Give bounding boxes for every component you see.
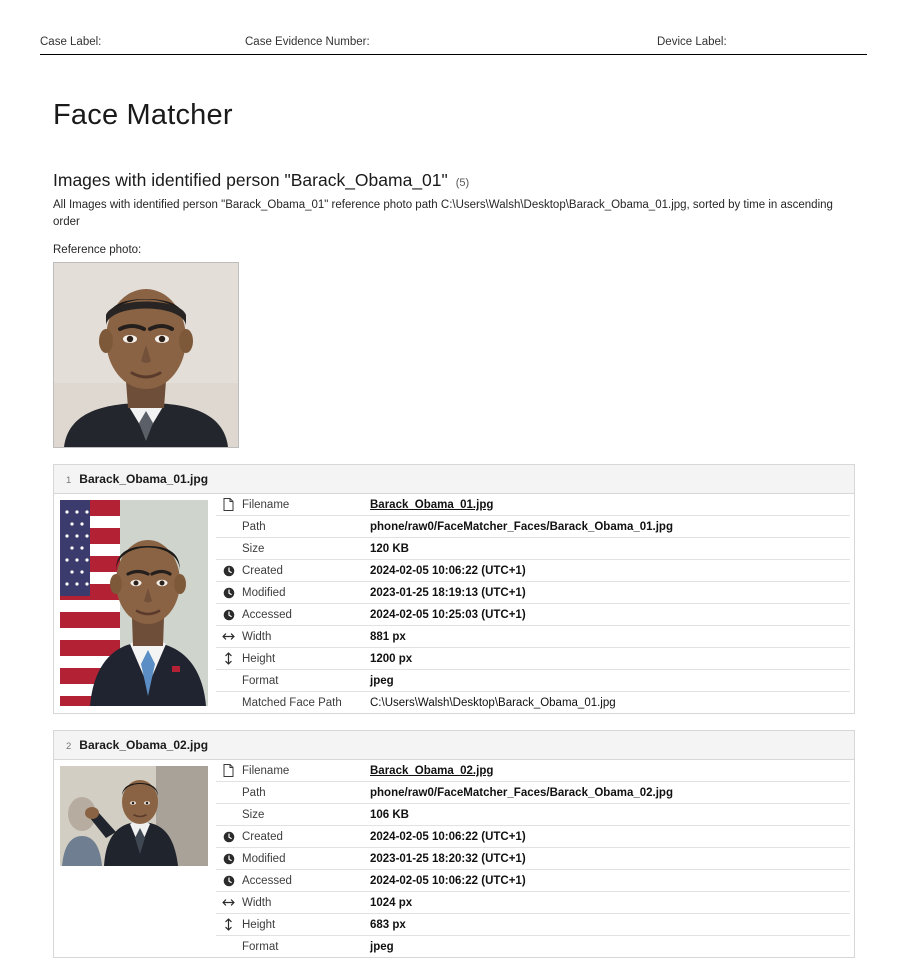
metadata-value xyxy=(364,494,850,516)
metadata-key xyxy=(216,914,364,936)
metadata-key xyxy=(216,648,364,670)
table-row xyxy=(216,760,850,782)
reference-photo xyxy=(53,262,239,448)
table-row xyxy=(216,582,850,604)
metadata-key xyxy=(216,826,364,848)
metadata-value: 120 KB xyxy=(370,542,409,555)
clock-icon xyxy=(222,586,235,599)
metadata-key xyxy=(216,692,364,714)
table-row xyxy=(216,604,850,626)
table-row xyxy=(216,936,850,958)
file-icon xyxy=(222,498,235,511)
metadata-label: Created xyxy=(242,830,283,843)
metadata-value: 2024-02-05 10:25:03 (UTC+1) xyxy=(370,608,526,621)
metadata-value: phone/raw0/FaceMatcher_Faces/Barack_Obama_02.jpg xyxy=(370,786,673,799)
metadata-key xyxy=(216,670,364,692)
metadata-value: C:\Users\Walsh\Desktop\Barack_Obama_01.jpg xyxy=(370,696,616,709)
blank-icon xyxy=(222,542,235,555)
table-row xyxy=(216,626,850,648)
blank-icon xyxy=(222,940,235,953)
metadata-label: Width xyxy=(242,896,272,909)
metadata-key xyxy=(216,936,364,958)
table-row xyxy=(216,560,850,582)
result-metadata-table xyxy=(216,494,850,713)
metadata-label: Width xyxy=(242,630,272,643)
reference-photo-label: Reference photo: xyxy=(53,244,142,257)
clock-icon xyxy=(222,608,235,621)
result-title: Barack_Obama_02.jpg xyxy=(79,738,209,753)
filename-link[interactable]: Barack_Obama_01.jpg xyxy=(370,498,494,511)
metadata-value: 1024 px xyxy=(370,896,413,909)
case-header xyxy=(40,0,867,55)
metadata-label: Height xyxy=(242,918,276,931)
table-row xyxy=(216,914,850,936)
section-result-count: (5) xyxy=(455,177,470,189)
table-row xyxy=(216,670,850,692)
section-heading-text: Images with identified person "Barack_Obama_01" xyxy=(53,170,448,190)
metadata-label: Format xyxy=(242,674,279,687)
reference-photo-image xyxy=(54,263,238,447)
clock-icon xyxy=(222,852,235,865)
metadata-label: Filename xyxy=(242,764,290,777)
table-row xyxy=(216,692,850,714)
metadata-key xyxy=(216,804,364,826)
metadata-label: Modified xyxy=(242,586,286,599)
result-card[interactable] xyxy=(53,730,855,958)
metadata-label: Path xyxy=(242,786,266,799)
metadata-key xyxy=(216,582,364,604)
case-evidence-number-label: Case Evidence Number: xyxy=(245,36,370,48)
metadata-key xyxy=(216,560,364,582)
metadata-key xyxy=(216,760,364,782)
metadata-label: Filename xyxy=(242,498,290,511)
metadata-value: 106 KB xyxy=(370,808,409,821)
result-thumbnail[interactable] xyxy=(60,500,208,706)
metadata-key xyxy=(216,892,364,914)
metadata-key xyxy=(216,538,364,560)
table-row xyxy=(216,892,850,914)
height-arrow-icon xyxy=(222,918,235,931)
metadata-value: 683 px xyxy=(370,918,406,931)
section-heading xyxy=(53,170,855,191)
result-index: 2 xyxy=(66,741,72,753)
result-title: Barack_Obama_01.jpg xyxy=(79,472,209,487)
section-description: All Images with identified person "Barack_Obama_01" reference photo path C:\Users\Walsh\Desktop\Barack_Obama_01.jpg, sorted by time in ascending order xyxy=(53,199,833,228)
metadata-value: 2023-01-25 18:20:32 (UTC+1) xyxy=(370,852,526,865)
metadata-key xyxy=(216,782,364,804)
metadata-value: 2023-01-25 18:19:13 (UTC+1) xyxy=(370,586,526,599)
result-card-header xyxy=(54,465,854,494)
clock-icon xyxy=(222,874,235,887)
result-metadata-table xyxy=(216,760,850,957)
metadata-label: Format xyxy=(242,940,279,953)
metadata-value: phone/raw0/FaceMatcher_Faces/Barack_Obama_01.jpg xyxy=(370,520,673,533)
metadata-value: jpeg xyxy=(370,674,394,687)
result-card[interactable] xyxy=(53,464,855,714)
blank-icon xyxy=(222,808,235,821)
blank-icon xyxy=(222,674,235,687)
metadata-key xyxy=(216,604,364,626)
metadata-label: Modified xyxy=(242,852,286,865)
result-card-header xyxy=(54,731,854,760)
metadata-key xyxy=(216,848,364,870)
table-row xyxy=(216,848,850,870)
metadata-value: 2024-02-05 10:06:22 (UTC+1) xyxy=(370,830,526,843)
device-label: Device Label: xyxy=(657,36,727,48)
metadata-key xyxy=(216,516,364,538)
file-icon xyxy=(222,764,235,777)
metadata-value: 1200 px xyxy=(370,652,413,665)
blank-icon xyxy=(222,786,235,799)
result-card-body xyxy=(54,494,854,713)
metadata-value xyxy=(364,760,850,782)
table-row xyxy=(216,516,850,538)
clock-icon xyxy=(222,830,235,843)
case-label: Case Label: xyxy=(40,36,102,48)
metadata-key xyxy=(216,626,364,648)
metadata-label: Created xyxy=(242,564,283,577)
results-section xyxy=(53,170,855,958)
clock-icon xyxy=(222,564,235,577)
table-row xyxy=(216,870,850,892)
table-row xyxy=(216,804,850,826)
metadata-label: Height xyxy=(242,652,276,665)
result-card-body xyxy=(54,760,854,957)
metadata-label: Accessed xyxy=(242,608,292,621)
metadata-label: Accessed xyxy=(242,874,292,887)
table-row xyxy=(216,782,850,804)
table-row xyxy=(216,494,850,516)
metadata-label: Size xyxy=(242,808,265,821)
filename-link[interactable]: Barack_Obama_02.jpg xyxy=(370,764,494,777)
table-row xyxy=(216,826,850,848)
width-arrow-icon xyxy=(222,630,235,643)
metadata-value: 881 px xyxy=(370,630,406,643)
metadata-label: Size xyxy=(242,542,265,555)
blank-icon xyxy=(222,696,235,709)
blank-icon xyxy=(222,520,235,533)
result-thumbnail[interactable] xyxy=(60,766,208,866)
result-thumbnail-image xyxy=(60,500,208,706)
result-thumbnail-image xyxy=(60,766,208,866)
page-title: Face Matcher xyxy=(53,99,233,131)
metadata-value: 2024-02-05 10:06:22 (UTC+1) xyxy=(370,564,526,577)
metadata-key xyxy=(216,494,364,516)
metadata-label: Matched Face Path xyxy=(242,696,342,709)
result-index: 1 xyxy=(66,475,72,487)
table-row xyxy=(216,538,850,560)
metadata-label: Path xyxy=(242,520,266,533)
width-arrow-icon xyxy=(222,896,235,909)
metadata-value: jpeg xyxy=(370,940,394,953)
height-arrow-icon xyxy=(222,652,235,665)
table-row xyxy=(216,648,850,670)
metadata-key xyxy=(216,870,364,892)
metadata-value: 2024-02-05 10:06:22 (UTC+1) xyxy=(370,874,526,887)
